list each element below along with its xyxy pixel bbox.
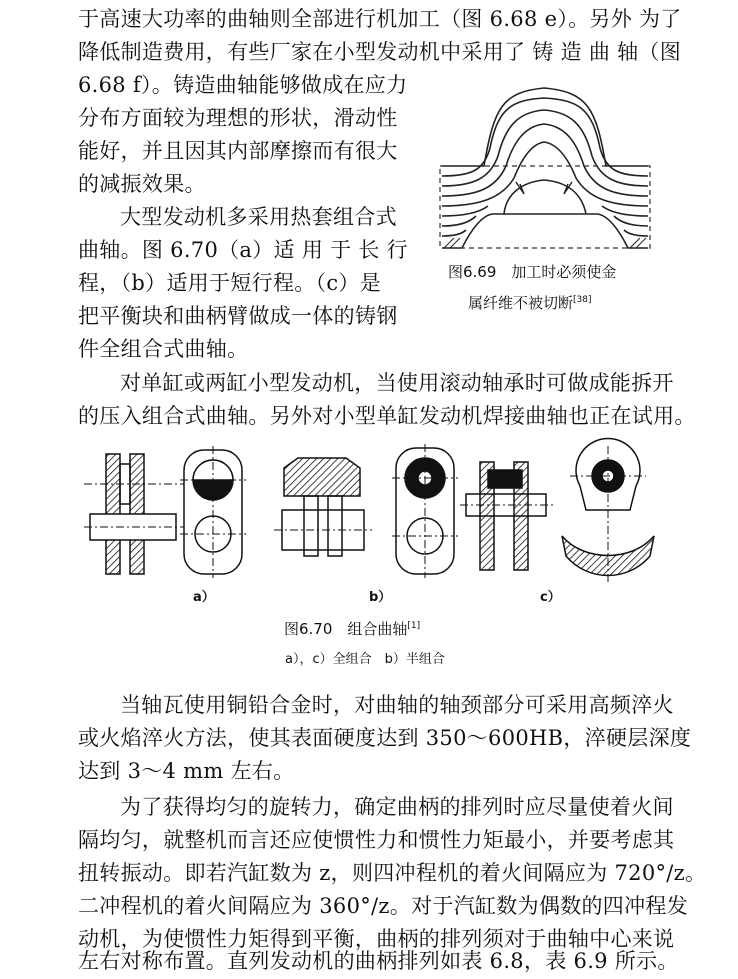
text-line: 能好，并且因其内部摩擦而有很大 xyxy=(78,139,398,163)
text-line: 对单缸或两缸小型发动机，当使用滚动轴承时可做成能拆开 xyxy=(120,371,674,395)
caption-reference: [38] xyxy=(573,295,592,305)
caption-text: 图6.70 组合曲轴 xyxy=(284,620,408,638)
text-line: 件全组合式曲轴。 xyxy=(78,337,249,361)
figure-6-70-caption xyxy=(284,618,420,639)
text-line: 当轴瓦使用铜铅合金时，对曲轴的轴颈部分可采用高频淬火 xyxy=(120,693,674,717)
text-line: 的压入组合式曲轴。另外对小型单缸发动机焊接曲轴也正在试用。 xyxy=(78,404,696,428)
text-line: 的减振效果。 xyxy=(78,172,206,196)
figure-6-69-caption xyxy=(448,262,616,313)
figure-6-70-drawing xyxy=(84,436,674,584)
text-line: 于高速大功率的曲轴则全部进行机加工（图 6.68 e）。另外 为了 xyxy=(78,7,682,31)
text-line: 6.68 f）。铸造曲轴能够做成在应力 xyxy=(78,73,408,97)
text-line: 曲轴。图 6.70（a）适 用 于 长 行 xyxy=(78,238,408,262)
text-line: 或火焰淬火方法，使其表面硬度达到 350～600HB，淬硬层深度 xyxy=(78,726,692,750)
figure-6-70-label-a: a） xyxy=(193,590,215,605)
text-line: 把平衡块和曲柄臂做成一体的铸钢 xyxy=(78,304,398,328)
text-line: 分布方面较为理想的形状，滑动性 xyxy=(78,106,398,130)
caption-line: 图6.69 加工时必须使金 xyxy=(448,263,617,281)
crankshaft-a xyxy=(84,446,246,578)
text-line: 扭转振动。即若汽缸数为 z，则四冲程机的着火间隔应为 720°/z。 xyxy=(78,861,707,885)
text-line: 动机，为使惯性力矩得到平衡，曲柄的排列须对于曲轴中心来说 xyxy=(78,927,675,951)
caption-text: 属纤维不被切断 xyxy=(468,294,574,312)
figure-6-70-subcaption: a），c）全组合 b）半组合 xyxy=(285,652,445,667)
text-line: 程，（b）适用于短行程。（c）是 xyxy=(78,271,382,295)
text-line: 达到 3～4 mm 左右。 xyxy=(78,759,295,783)
text-line: 左右对称布置。直列发动机的曲柄排列如表 6.8，表 6.9 所示。 xyxy=(78,949,679,973)
figure-6-70-label-b: b） xyxy=(369,590,392,605)
text-line: 为了获得均匀的旋转力，确定曲柄的排列时应尽量使着火间 xyxy=(120,795,674,819)
text-line: 二冲程机的着火间隔应为 360°/z。对于汽缸数为偶数的四冲程发 xyxy=(78,894,688,918)
text-line: 隔均匀，就整机而言还应使惯性力和惯性力矩最小，并要考虑其 xyxy=(78,828,675,852)
caption-reference: [1] xyxy=(407,621,421,631)
crankshaft-b xyxy=(274,444,458,578)
caption-line xyxy=(448,290,616,313)
crankshaft-c xyxy=(460,439,654,582)
text-line: 降低制造费用，有些厂家在小型发动机中采用了 铸 造 曲 轴（图 xyxy=(78,40,681,64)
figure-6-69-drawing xyxy=(432,78,658,256)
text-line: 大型发动机多采用热套组合式 xyxy=(120,205,397,229)
figure-6-70-label-c: c） xyxy=(540,590,561,605)
